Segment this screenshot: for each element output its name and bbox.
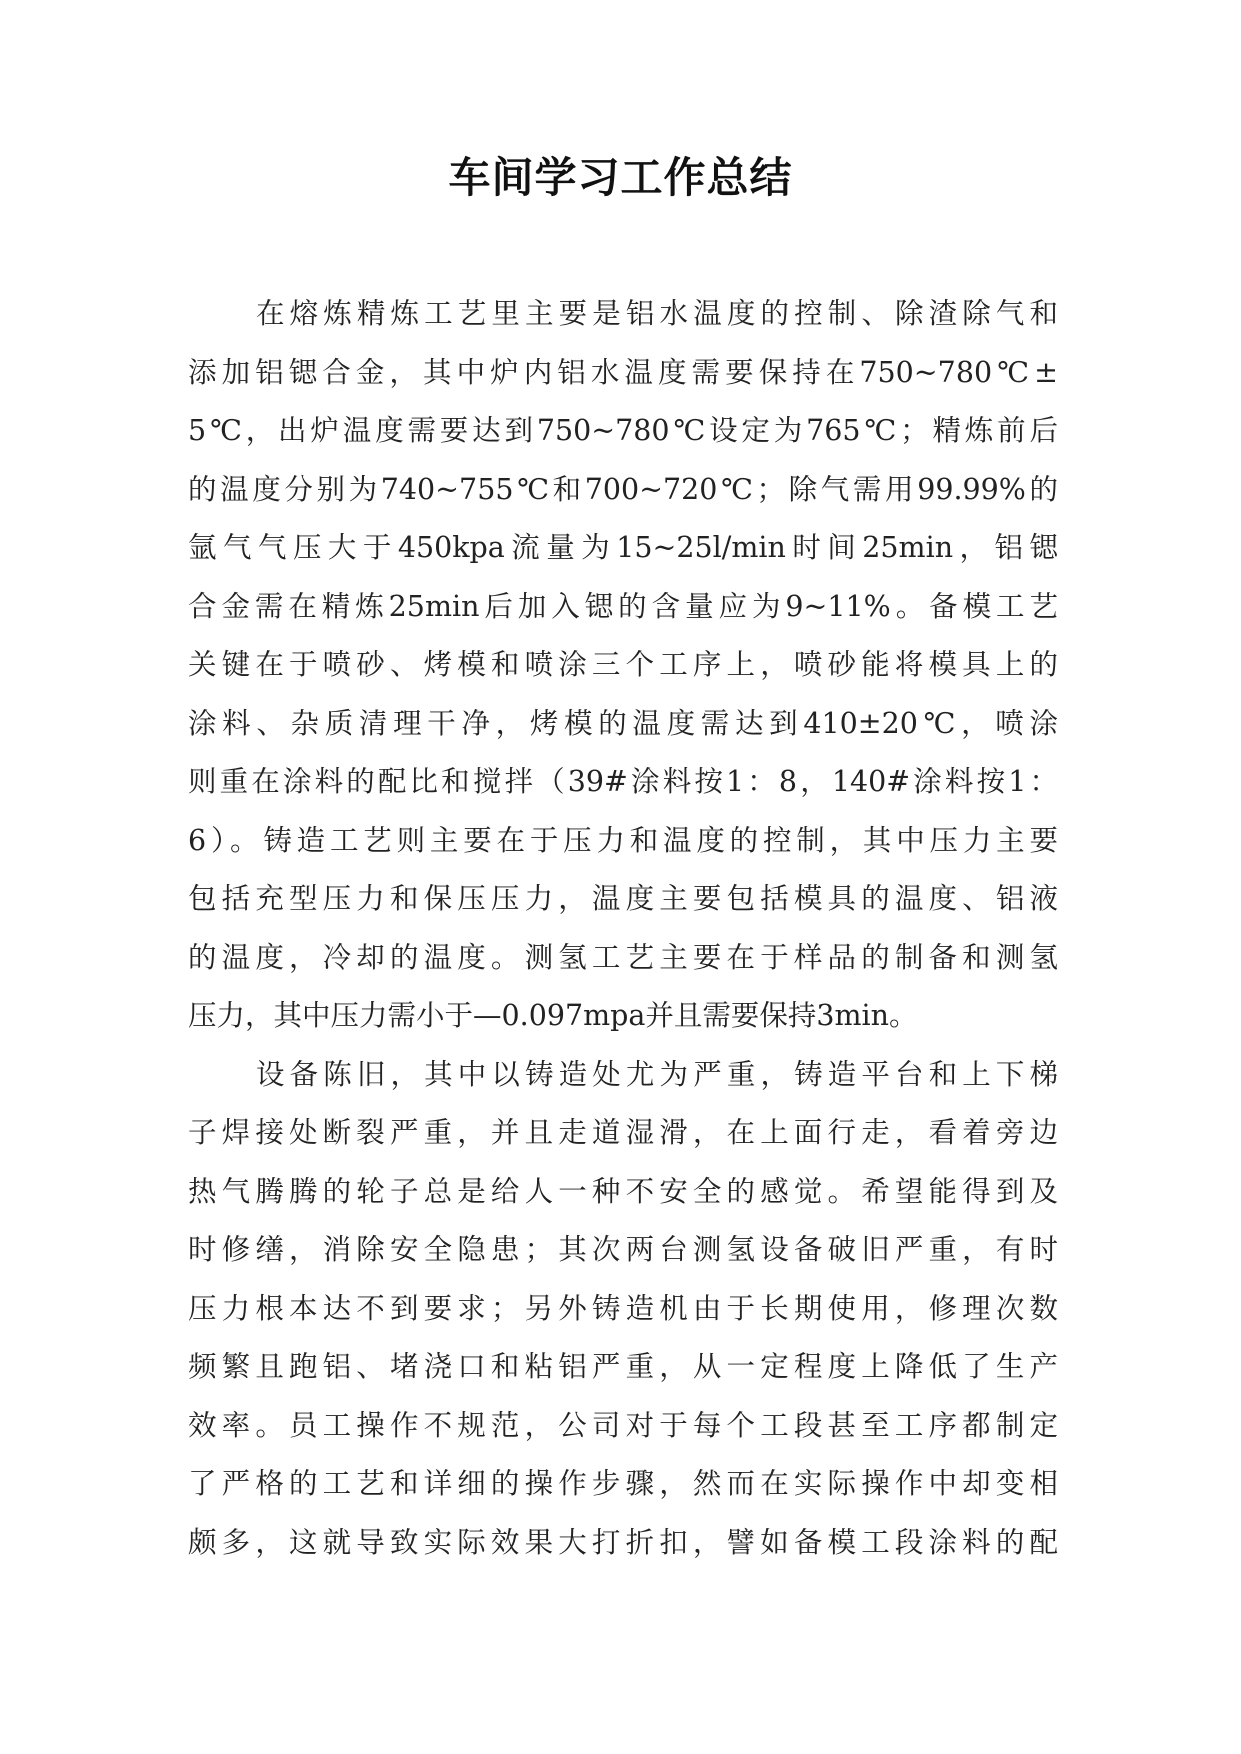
text-line: 颇多，这就导致实际效果大打折扣，譬如备模工段涂料的配 bbox=[188, 1525, 1058, 1559]
text-line: 氩气气压大于450kpa流量为15~25l/min时间25min，铝锶 bbox=[188, 531, 1058, 564]
text-line: 的温度，冷却的温度。测氢工艺主要在于样品的制备和测氢 bbox=[188, 940, 1058, 974]
text-line: 关键在于喷砂、烤模和喷涂三个工序上，喷砂能将模具上的 bbox=[188, 648, 1058, 681]
text-line: 子焊接处断裂严重，并且走道湿滑，在上面行走，看着旁边 bbox=[188, 1116, 1058, 1149]
text-line: 热气腾腾的轮子总是给人一种不安全的感觉。希望能得到及 bbox=[188, 1174, 1058, 1208]
text-line: 合金需在精炼25min后加入锶的含量应为9~11%。备模工艺 bbox=[188, 589, 1058, 623]
text-line: 6）。铸造工艺则主要在于压力和温度的控制，其中压力主要 bbox=[188, 823, 1058, 857]
text-line: 设备陈旧，其中以铸造处尤为严重，铸造平台和上下梯 bbox=[256, 1057, 1058, 1091]
text-line: 涂料、杂质清理干净，烤模的温度需达到410±20℃，喷涂 bbox=[188, 706, 1058, 740]
text-line: 则重在涂料的配比和搅拌（39#涂料按1：8，140#涂料按1： bbox=[188, 765, 1058, 798]
text-line: 包括充型压力和保压压力，温度主要包括模具的温度、铝液 bbox=[188, 882, 1058, 915]
text-line: 时修缮，消除安全隐患；其次两台测氢设备破旧严重，有时 bbox=[188, 1233, 1058, 1266]
text-line: 了严格的工艺和详细的操作步骤，然而在实际操作中却变相 bbox=[188, 1467, 1058, 1500]
text-line: 的温度分别为740~755℃和700~720℃；除气需用99.99%的 bbox=[188, 472, 1058, 506]
paragraph-2 bbox=[188, 1046, 1058, 1573]
text-line: 5℃，出炉温度需要达到750~780℃设定为765℃；精炼前后 bbox=[188, 414, 1058, 447]
document-body bbox=[188, 285, 1058, 1572]
text-line: 压力，其中压力需小于—0.097mpa并且需要保持3min。 bbox=[188, 999, 918, 1032]
text-line: 添加铝锶合金，其中炉内铝水温度需要保持在750~780℃± bbox=[188, 355, 1058, 389]
text-line: 压力根本达不到要求；另外铸造机由于长期使用，修理次数 bbox=[188, 1291, 1058, 1325]
text-line: 频繁且跑铝、堵浇口和粘铝严重，从一定程度上降低了生产 bbox=[188, 1350, 1058, 1383]
text-line: 在熔炼精炼工艺里主要是铝水温度的控制、除渣除气和 bbox=[256, 297, 1058, 330]
document-title: 车间学习工作总结 bbox=[448, 153, 793, 202]
text-line: 效率。员工操作不规范，公司对于每个工段甚至工序都制定 bbox=[188, 1408, 1058, 1442]
paragraph-1 bbox=[188, 285, 1058, 1046]
